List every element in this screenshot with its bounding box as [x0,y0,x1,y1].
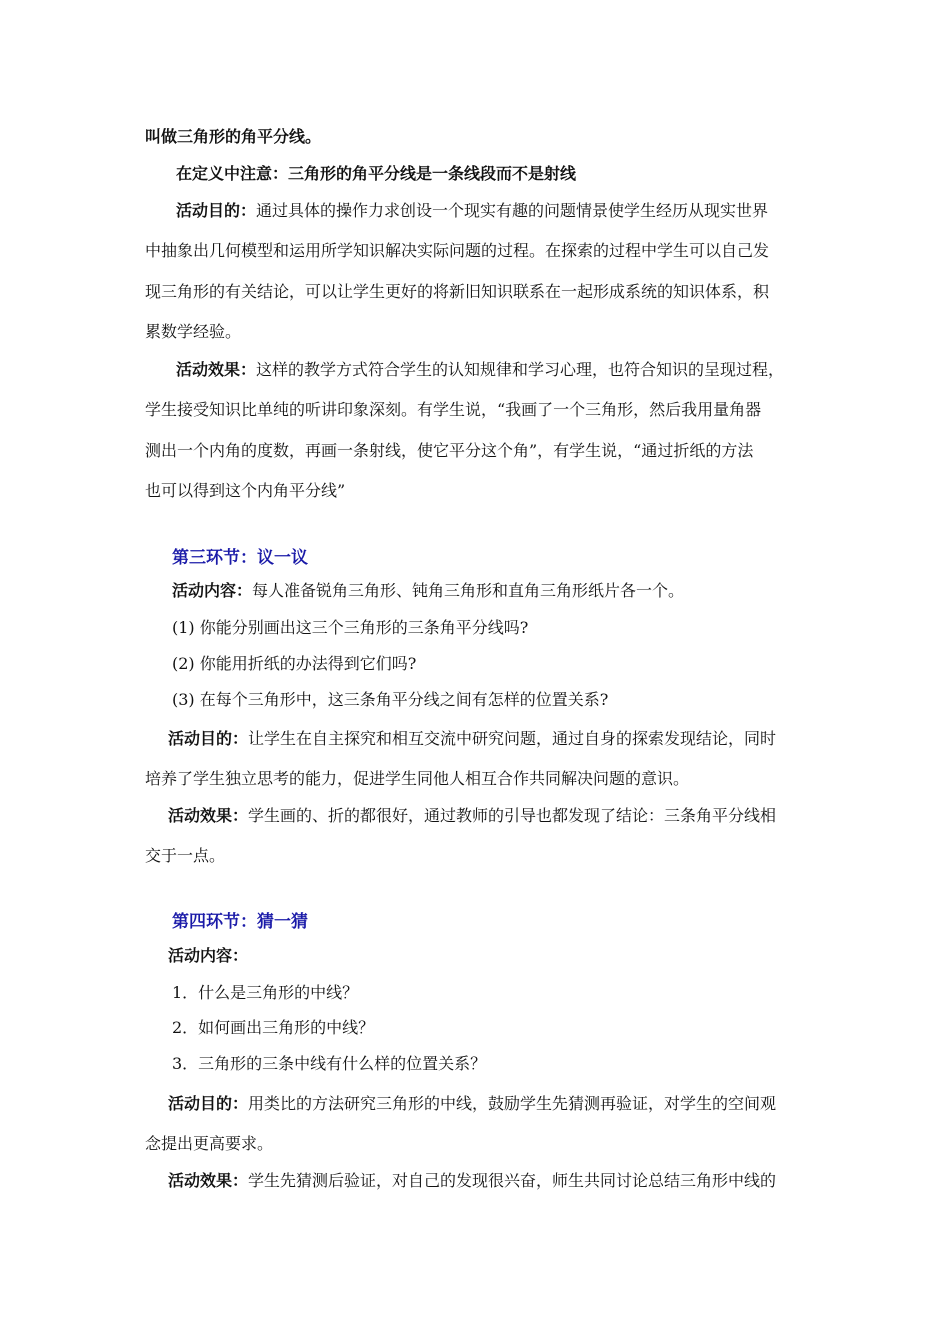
paragraph-line: 中抽象出几何模型和运用所学知识解决实际问题的过程。在探索的过程中学生可以自己发 [145,241,770,260]
effect-text: 学生先猜测后验证，对自己的发现很兴奋，师生共同讨论总结三角形中线的 [248,1171,777,1190]
purpose-label: 活动目的： [168,729,249,748]
purpose-text: 让学生在自主探究和相互交流中研究问题，通过自身的探索发现结论，同时 [248,729,777,748]
content-line [172,581,684,601]
effect-text: 这样的教学方式符合学生的认知规律和学习心理，也符合知识的呈现过程， [256,360,785,379]
purpose-line [176,201,768,221]
question-item: 3．三角形的三条中线有什么样的位置关系？ [172,1054,487,1073]
effect-line [168,1171,776,1191]
question-item: (3) 在每个三角形中，这三条角平分线之间有怎样的位置关系? [172,690,609,709]
paragraph-line: 叫做三角形的角平分线。 [145,127,322,146]
definition-note [176,164,576,184]
question-item: 1．什么是三角形的中线？ [172,983,359,1002]
effect-line [168,806,776,826]
paragraph-line: 念提出更高要求。 [145,1134,274,1153]
paragraph-line: 测出一个内角的度数，再画一条射线，使它平分这个角”，有学生说，“通过折纸的方法 [145,441,754,460]
effect-text: 学生画的、折的都很好，通过教师的引导也都发现了结论：三条角平分线相 [248,806,777,825]
paragraph-line: 学生接受知识比单纯的听讲印象深刻。有学生说，“我画了一个三角形，然后我用量角器 [145,400,762,419]
question-item: 2．如何画出三角形的中线？ [172,1018,375,1037]
paragraph-line: 交于一点。 [145,846,226,865]
purpose-line [168,1094,776,1114]
question-item: (2) 你能用折纸的办法得到它们吗? [172,654,417,673]
effect-line [176,360,784,380]
content-text: 每人准备锐角三角形、钝角三角形和直角三角形纸片各一个。 [252,581,685,600]
purpose-label: 活动目的： [176,201,257,220]
content-label: 活动内容： [172,581,253,600]
paragraph-line: 培养了学生独立思考的能力，促进学生同他人相互合作共同解决问题的意识。 [145,769,690,788]
section-heading: 第四环节：猜一猜 [172,912,308,932]
effect-label: 活动效果： [176,360,257,379]
effect-label: 活动效果： [168,1171,249,1190]
paragraph-line: 现三角形的有关结论，可以让学生更好的将新旧知识联系在一起形成系统的知识体系，积 [145,282,770,301]
note-label: 在定义中注意： [176,164,289,183]
note-text: 三角形的角平分线是一条线段而不是射线 [288,164,577,183]
section-heading: 第三环节：议一议 [172,548,308,568]
purpose-label: 活动目的： [168,1094,249,1113]
content-label: 活动内容： [168,946,249,965]
paragraph-line: 累数学经验。 [145,322,242,341]
purpose-text: 用类比的方法研究三角形的中线，鼓励学生先猜测再验证，对学生的空间观 [248,1094,777,1113]
paragraph-line: 也可以得到这个内角平分线” [145,481,346,500]
purpose-line [168,729,776,749]
question-item: (1) 你能分别画出这三个三角形的三条角平分线吗? [172,618,529,637]
purpose-text: 通过具体的操作力求创设一个现实有趣的问题情景使学生经历从现实世界 [256,201,769,220]
effect-label: 活动效果： [168,806,249,825]
